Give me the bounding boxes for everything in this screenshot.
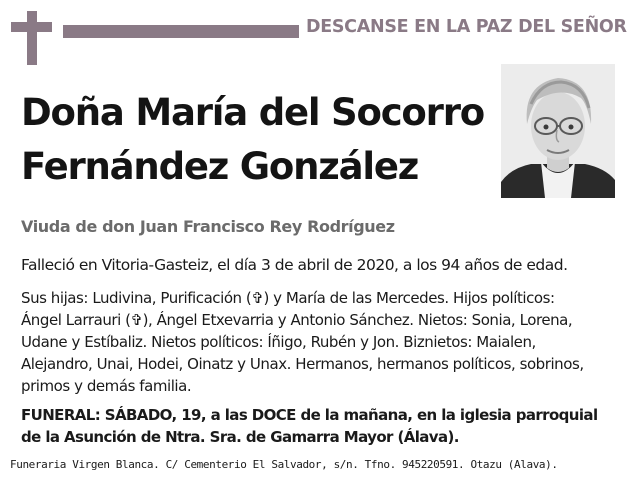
family-line: Alejandro, Unai, Hodei, Oinatz y Unax. Hermanos, hermanos políticos, sobrinos, (21, 355, 584, 373)
family-line: Ángel Larrauri (✞), Ángel Etxevarria y Antonio Sánchez. Nietos: Sonia, Lorena, (21, 311, 573, 329)
portrait-photo (501, 64, 615, 198)
funeral-line: de la Asunción de Ntra. Sra. de Gamarra Mayor (Álava). (21, 428, 459, 446)
death-details: Falleció en Vitoria-Gasteiz, el día 3 de abril de 2020, a los 94 años de edad. (21, 256, 568, 274)
family-line: primos y demás familia. (21, 377, 192, 395)
funeral-home-footer: Funeraria Virgen Blanca. C/ Cementerio El Salvador, s/n. Tfno. 945220591. Otazu (Alava). (10, 458, 558, 471)
funeral-line: FUNERAL: SÁBADO, 19, a las DOCE de la mañana, en la iglesia parroquial (21, 406, 598, 424)
name-line-2: Fernández González (21, 145, 419, 188)
cross-vertical-bar (27, 11, 37, 65)
header-heading: DESCANSE EN LA PAZ DEL SEÑOR (306, 17, 627, 37)
deceased-name (21, 86, 501, 194)
cross-horizontal-bar (11, 22, 52, 32)
portrait-image (501, 64, 615, 198)
name-line-1: Doña María del Socorro (21, 91, 484, 134)
header-rule (63, 25, 299, 38)
spouse-line: Viuda de don Juan Francisco Rey Rodríguez (21, 217, 395, 236)
family-line: Udane y Estíbaliz. Nietos políticos: Íñigo, Rubén y Jon. Biznietos: Maialen, (21, 333, 536, 351)
family-list (21, 287, 621, 397)
family-line: Sus hijas: Ludivina, Purificación (✞) y María de las Mercedes. Hijos políticos: (21, 289, 555, 307)
funeral-info (21, 404, 621, 448)
